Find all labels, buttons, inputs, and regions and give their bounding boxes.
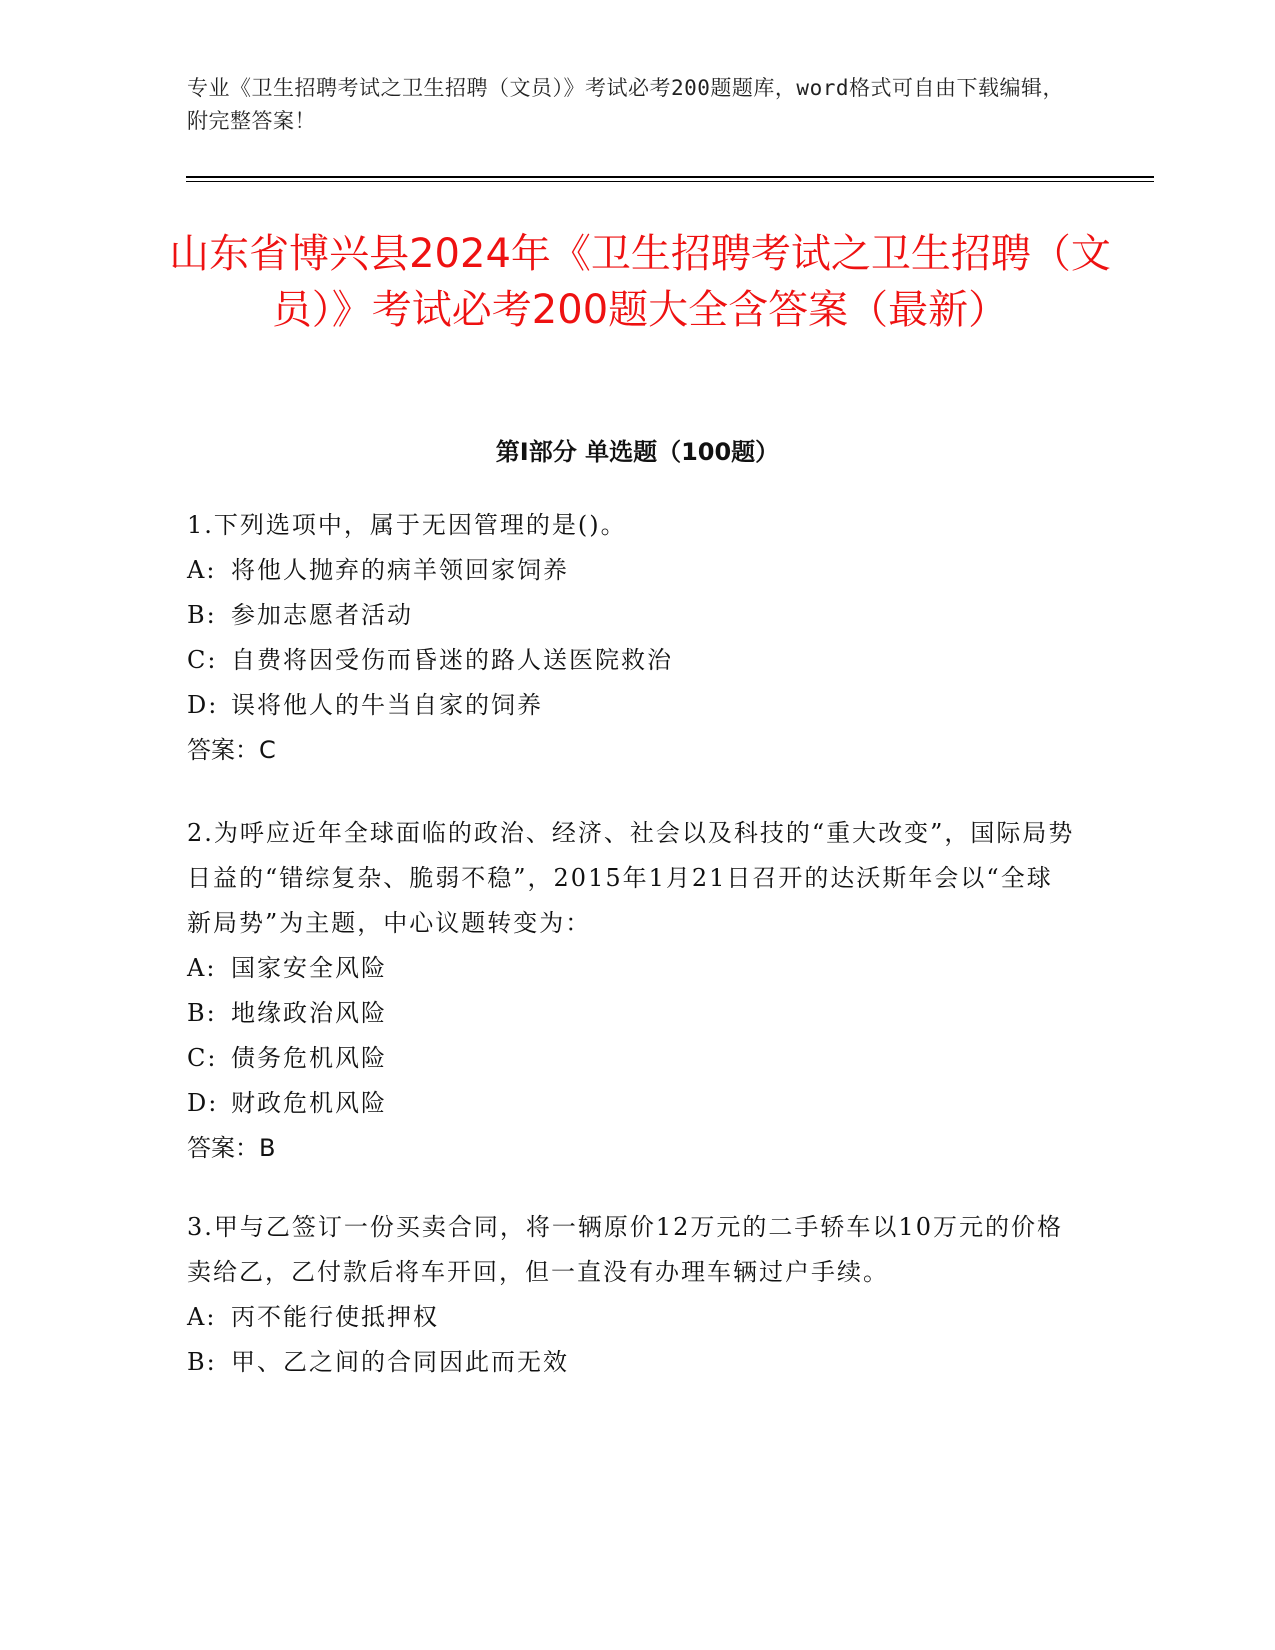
option-d bbox=[187, 683, 1077, 728]
answer: 答案：C bbox=[187, 736, 276, 764]
option-b bbox=[187, 1340, 1077, 1385]
header-note: 专业《卫生招聘考试之卫生招聘（文员）》考试必考200题题库，word格式可自由下载编辑，附完整答案！ bbox=[187, 76, 1064, 133]
option-a bbox=[187, 946, 1077, 991]
document-title: 山东省博兴县2024年《卫生招聘考试之卫生招聘（文员）》考试必考200题大全含答案（最新） bbox=[169, 231, 1111, 333]
option-text: 参加志愿者活动 bbox=[231, 601, 413, 629]
question-stem: 2.为呼应近年全球面临的政治、经济、社会以及科技的“重大改变”，国际局势日益的“错综复杂、脆弱不稳”，2015年1月21日召开的达沃斯年会以“全球新局势”为主题，中心议题转变为： bbox=[187, 819, 1075, 937]
question-stem: 3.甲与乙签订一份买卖合同，将一辆原价12万元的二手轿车以10万元的价格卖给乙，乙付款后将车开回，但一直没有办理车辆过户手续。 bbox=[187, 1213, 1063, 1286]
option-b bbox=[187, 991, 1077, 1036]
option-c bbox=[187, 1036, 1077, 1081]
option-letter: B: bbox=[187, 999, 217, 1027]
option-letter: A: bbox=[187, 954, 217, 982]
option-letter: B: bbox=[187, 601, 217, 629]
option-letter: D: bbox=[187, 691, 219, 719]
option-letter: C: bbox=[187, 1044, 218, 1072]
option-c bbox=[187, 638, 1077, 683]
header-rule-thick bbox=[186, 176, 1154, 178]
question-2 bbox=[187, 811, 1077, 1171]
option-text: 甲、乙之间的合同因此而无效 bbox=[231, 1348, 569, 1376]
option-letter: A: bbox=[187, 1303, 217, 1331]
option-text: 债务危机风险 bbox=[231, 1044, 387, 1072]
option-b bbox=[187, 593, 1077, 638]
option-d bbox=[187, 1081, 1077, 1126]
option-text: 将他人抛弃的病羊领回家饲养 bbox=[231, 556, 569, 584]
option-text: 国家安全风险 bbox=[231, 954, 387, 982]
question-3 bbox=[187, 1205, 1077, 1385]
option-letter: A: bbox=[187, 556, 217, 584]
option-letter: B: bbox=[187, 1348, 217, 1376]
option-text: 财政危机风险 bbox=[231, 1089, 387, 1117]
option-text: 自费将因受伤而昏迷的路人送医院救治 bbox=[231, 646, 673, 674]
option-letter: D: bbox=[187, 1089, 219, 1117]
option-letter: C: bbox=[187, 646, 218, 674]
option-a bbox=[187, 548, 1077, 593]
question-stem: 1.下列选项中，属于无因管理的是()。 bbox=[187, 511, 627, 539]
option-text: 误将他人的牛当自家的饲养 bbox=[231, 691, 543, 719]
option-a bbox=[187, 1295, 1077, 1340]
question-1 bbox=[187, 503, 1077, 773]
section-heading: 第Ⅰ部分 单选题（100题） bbox=[495, 438, 780, 466]
option-text: 丙不能行使抵押权 bbox=[231, 1303, 439, 1331]
header-rule-thin bbox=[186, 181, 1154, 182]
answer: 答案：B bbox=[187, 1134, 276, 1162]
option-text: 地缘政治风险 bbox=[231, 999, 387, 1027]
